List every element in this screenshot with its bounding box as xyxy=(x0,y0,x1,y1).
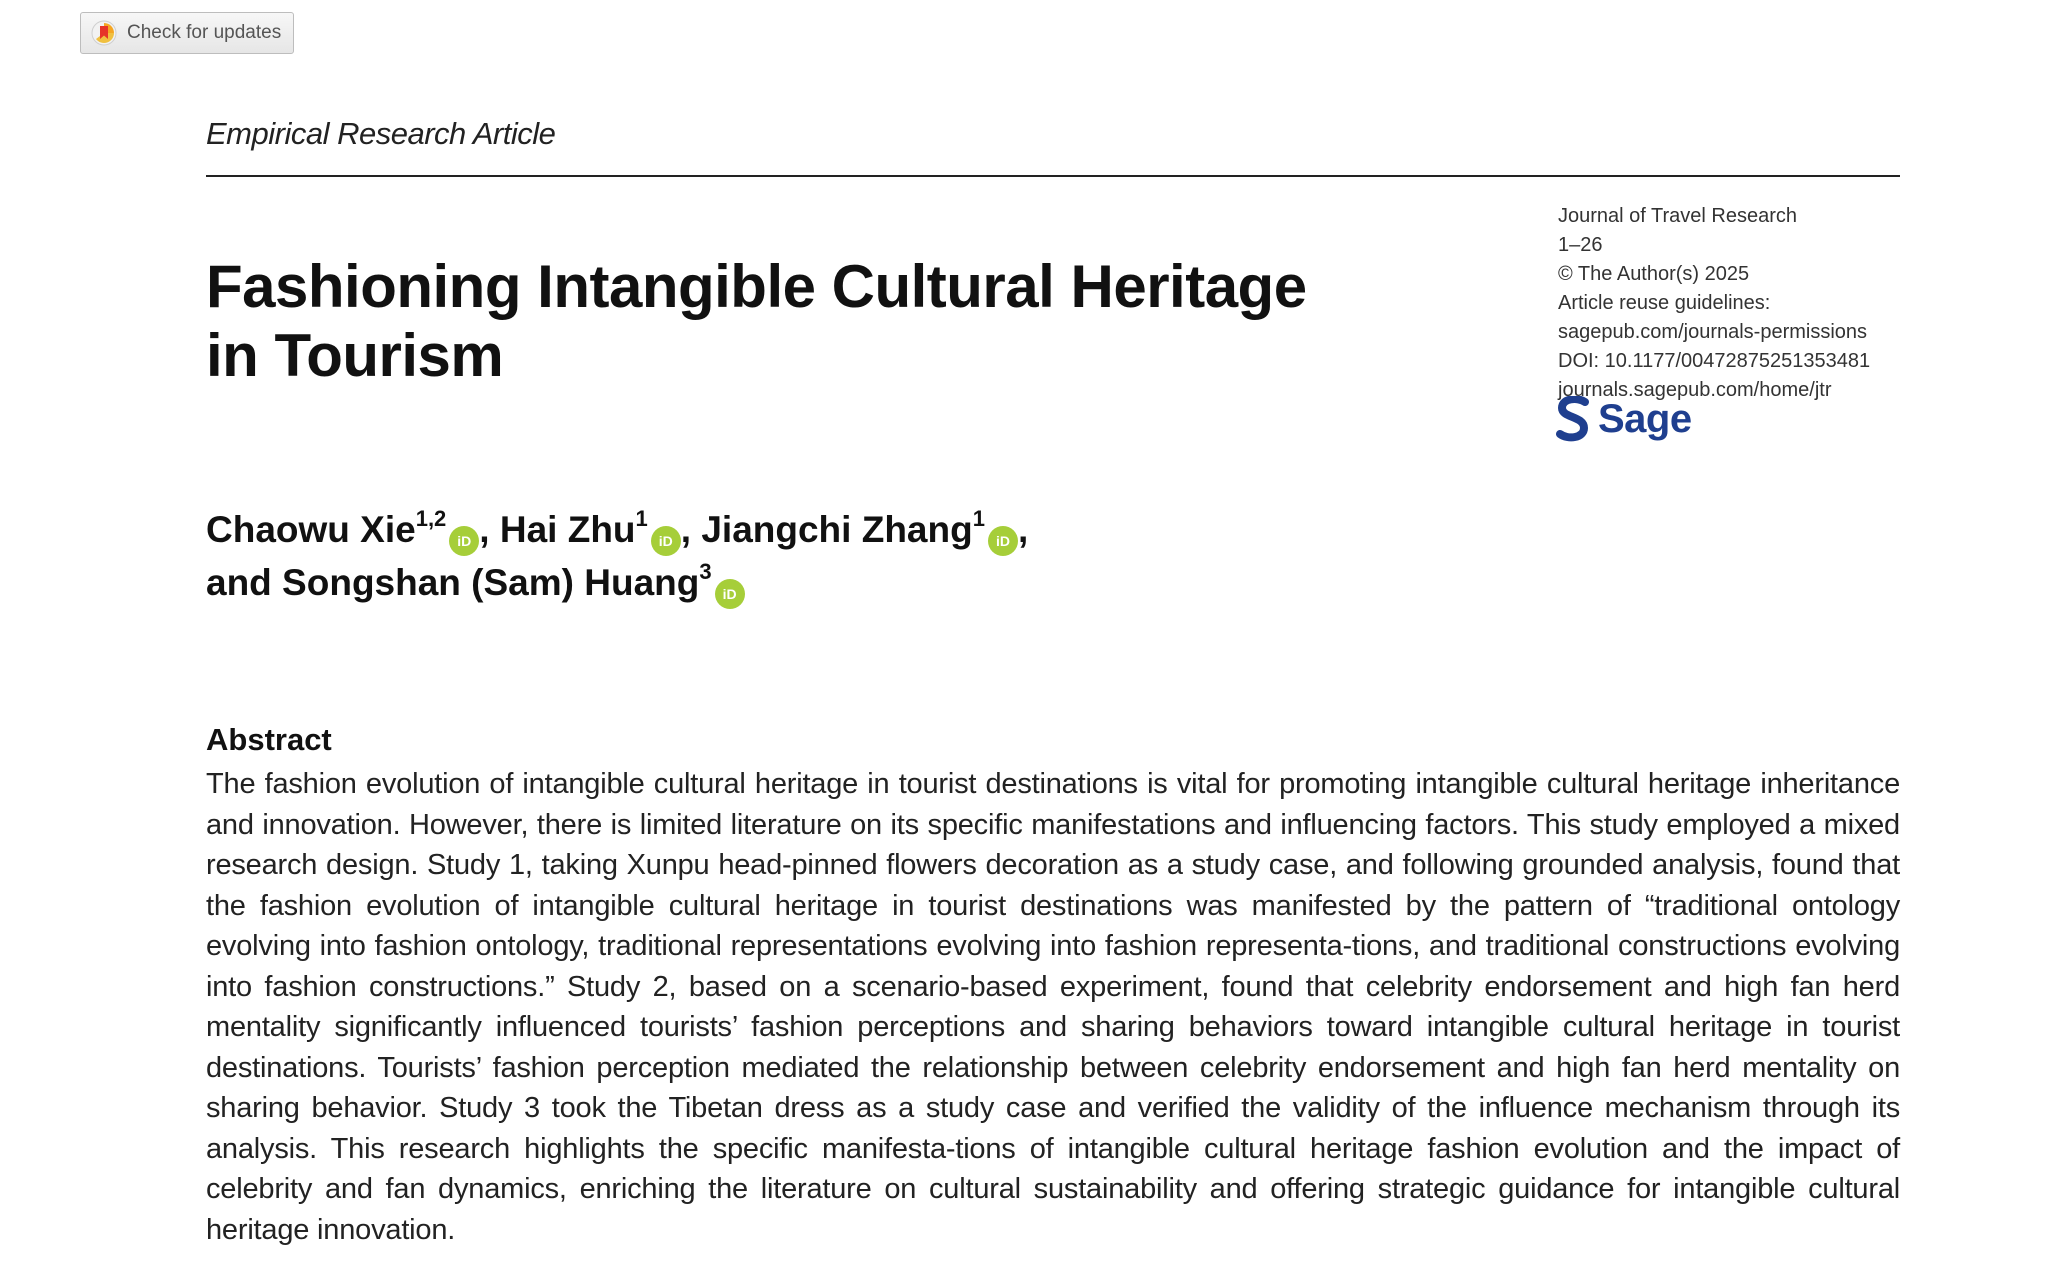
author-list xyxy=(206,506,1506,612)
author[interactable] xyxy=(206,506,479,550)
check-updates-icon xyxy=(91,20,117,46)
doi-link[interactable]: DOI: 10.1177/00472875251353481 xyxy=(1558,350,1871,372)
copyright: © The Author(s) 2025 xyxy=(1558,263,1750,285)
orcid-icon[interactable]: iD xyxy=(449,526,479,556)
abstract-text: The fashion evolution of intangible cultural heritage in tourist destinations is vital for promoting intangible cultural heritage inheritance and innovation. However, there is limited literature on its specific manifestations and influencing factors. This study employed a mixed research design. Study 1, taking Xunpu head-pinned flowers decoration as a study case, and following grounded analysis, found that the fashion evolution of intangible cultural heritage in tourist destinations was manifested by the pattern of “traditional ontology evolving into fashion ontology, traditional representations evolving into fashion representa-tions, and traditional constructions evolving into fashion constructions.” Study 2, based on a scenario-based experiment, found that celebrity endorsement and high fan herd mentality significantly influenced tourists’ fashion perceptions and sharing behaviors toward intangible cultural heritage in tourist destinations. Tourists’ fashion perception mediated the relationship between celebrity endorsement and high fan herd mentality on sharing behavior. Study 3 took the Tibetan dress as a study case and verified the validity of the influence mechanism through its analysis. This research highlights the specific manifesta-tions of intangible cultural heritage fashion evolution and the impact of celebrity and fan dynamics, enriching the literature on cultural sustainability and offering strategic guidance for intangible cultural heritage innovation. xyxy=(206,768,1900,1246)
orcid-icon[interactable]: iD xyxy=(988,526,1018,556)
author-affiliation: 3 xyxy=(699,559,712,584)
permissions-link[interactable]: sagepub.com/journals-permissions xyxy=(1558,321,1868,343)
author-separator: , xyxy=(1017,509,1029,550)
author-name: and Songshan (Sam) Huang xyxy=(206,562,700,603)
sage-logo xyxy=(1556,396,1692,442)
article-type: Empirical Research Article xyxy=(206,116,556,151)
page-range: 1–26 xyxy=(1558,234,1603,256)
author-affiliation: 1,2 xyxy=(415,506,447,531)
author-name: Jiangchi Zhang xyxy=(701,509,973,550)
author-separator: , xyxy=(680,509,692,550)
journal-name: Journal of Travel Research xyxy=(1558,205,1798,227)
author-name: Chaowu Xie xyxy=(206,509,416,550)
journal-home-link[interactable]: journals.sagepub.com/home/jtr xyxy=(1558,379,1832,401)
sage-s-icon xyxy=(1556,396,1590,442)
author[interactable] xyxy=(701,506,1018,550)
author[interactable] xyxy=(499,506,681,550)
orcid-icon[interactable]: iD xyxy=(715,579,745,609)
article-title: Fashioning Intangible Cultural Heritage in Tourism xyxy=(206,253,1307,389)
author-affiliation: 1 xyxy=(635,506,648,531)
orcid-icon[interactable]: iD xyxy=(651,526,681,556)
author[interactable] xyxy=(206,559,745,603)
header-divider xyxy=(206,175,1900,177)
author-affiliation: 1 xyxy=(972,506,985,531)
author-separator: , xyxy=(479,509,490,550)
check-updates-label: Check for updates xyxy=(127,22,282,43)
journal-info xyxy=(1558,202,1898,405)
author-name: Hai Zhu xyxy=(499,509,636,550)
abstract-heading: Abstract xyxy=(206,722,332,757)
sage-wordmark: Sage xyxy=(1598,396,1692,441)
reuse-guidelines-label: Article reuse guidelines: xyxy=(1558,292,1771,314)
check-for-updates-button[interactable] xyxy=(80,12,294,54)
